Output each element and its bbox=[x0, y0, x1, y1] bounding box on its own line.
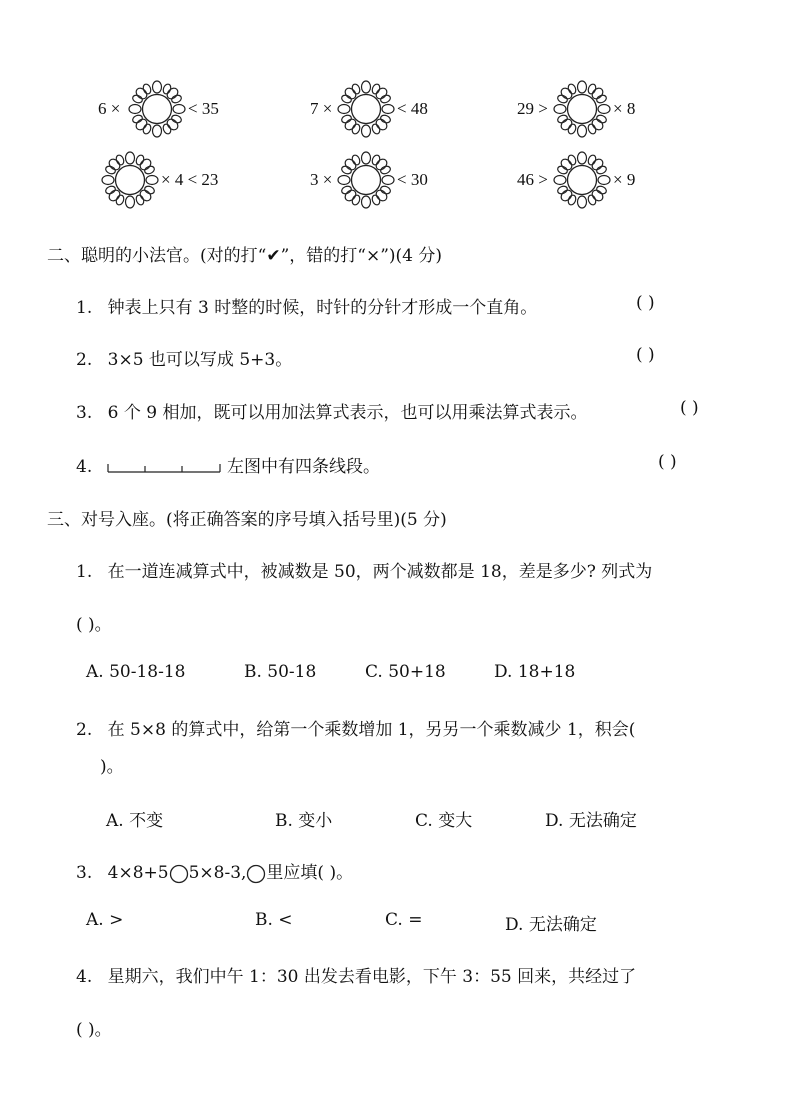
option-b[interactable]: B. 50-18 bbox=[244, 662, 317, 682]
question-2 bbox=[76, 715, 635, 740]
answer-paren[interactable]: ( )。 bbox=[76, 615, 112, 635]
question-text: 5×8-3, bbox=[188, 863, 247, 883]
option-b[interactable]: B. < bbox=[255, 910, 293, 930]
expr-left: 29 > bbox=[517, 99, 548, 118]
question-number: 2. bbox=[76, 720, 93, 740]
expr-left: 46 > bbox=[517, 170, 548, 189]
question-number: 1. bbox=[76, 562, 93, 582]
item-text: 左图中有四条线段。 bbox=[227, 457, 381, 477]
question-text: 4×8+5 bbox=[107, 863, 169, 883]
expr-right: × 9 bbox=[613, 170, 636, 189]
item-number: 2. bbox=[76, 350, 93, 370]
item-number: 4. bbox=[76, 457, 93, 477]
question-1 bbox=[76, 557, 652, 582]
judge-item-4 bbox=[76, 452, 380, 477]
judge-item-1 bbox=[76, 293, 537, 318]
question-text-cont: )。 bbox=[100, 757, 124, 777]
option-c[interactable]: C. 变大 bbox=[415, 811, 473, 831]
answer-paren[interactable]: ( ) bbox=[636, 345, 655, 365]
option-d[interactable]: D. 18+18 bbox=[494, 662, 576, 682]
section-2-title: 二、聪明的小法官。(对的打“✔”，错的打“×”)(4 分) bbox=[47, 246, 443, 266]
question-number: 3. bbox=[76, 863, 93, 883]
judge-item-3 bbox=[76, 398, 587, 423]
answer-paren[interactable]: ( ) bbox=[658, 452, 677, 472]
question-text: 里应填( )。 bbox=[266, 863, 354, 883]
flower-blank-icon[interactable] bbox=[128, 79, 186, 139]
answer-paren[interactable]: ( )。 bbox=[76, 1020, 112, 1040]
option-d[interactable]: D. 无法确定 bbox=[505, 915, 597, 935]
option-a[interactable]: A. > bbox=[86, 910, 124, 930]
expr-left: 6 × bbox=[98, 99, 121, 118]
section-3-title: 三、对号入座。(将正确答案的序号填入括号里)(5 分) bbox=[47, 510, 447, 530]
expr-left: 7 × bbox=[310, 99, 333, 118]
option-c[interactable]: C. = bbox=[385, 910, 423, 930]
expr-right: < 30 bbox=[397, 170, 428, 189]
expr-right: × 8 bbox=[613, 99, 636, 118]
answer-paren[interactable]: ( ) bbox=[636, 293, 655, 313]
flower-blank-icon[interactable] bbox=[553, 79, 611, 139]
item-text: 3×5 也可以写成 5+3。 bbox=[107, 350, 293, 370]
judge-item-2 bbox=[76, 345, 292, 370]
circle-blank-icon bbox=[169, 864, 189, 884]
expr-right: < 48 bbox=[397, 99, 428, 118]
item-text: 钟表上只有 3 时整的时候，时针的分针才形成一个直角。 bbox=[107, 298, 538, 318]
circle-blank-icon bbox=[246, 864, 266, 884]
flower-blank-icon[interactable] bbox=[101, 150, 159, 210]
expr-left: 3 × bbox=[310, 170, 333, 189]
flower-blank-icon[interactable] bbox=[553, 150, 611, 210]
item-number: 3. bbox=[76, 403, 93, 423]
expr-right: × 4 < 23 bbox=[161, 170, 219, 189]
item-number: 1. bbox=[76, 298, 93, 318]
option-a[interactable]: A. 不变 bbox=[106, 811, 164, 831]
flower-blank-icon[interactable] bbox=[337, 79, 395, 139]
expr-right: < 35 bbox=[188, 99, 219, 118]
question-number: 4. bbox=[76, 967, 93, 987]
option-b[interactable]: B. 变小 bbox=[275, 811, 333, 831]
question-text: 星期六，我们中午 1：30 出发去看电影，下午 3：55 回来，共经过了 bbox=[107, 967, 637, 987]
line-segment-figure bbox=[106, 461, 222, 475]
flower-blank-icon[interactable] bbox=[337, 150, 395, 210]
answer-paren[interactable]: ( ) bbox=[680, 398, 699, 418]
option-d[interactable]: D. 无法确定 bbox=[545, 811, 637, 831]
question-3 bbox=[76, 858, 353, 884]
option-a[interactable]: A. 50-18-18 bbox=[86, 662, 186, 682]
question-text: 在 5×8 的算式中，给第一个乘数增加 1，另另一个乘数减少 1，积会( bbox=[107, 720, 636, 740]
question-text: 在一道连减算式中，被减数是 50，两个减数都是 18，差是多少? 列式为 bbox=[107, 562, 653, 582]
question-4 bbox=[76, 962, 636, 987]
option-c[interactable]: C. 50+18 bbox=[365, 662, 446, 682]
item-text: 6 个 9 相加，既可以用加法算式表示，也可以用乘法算式表示。 bbox=[107, 403, 588, 423]
